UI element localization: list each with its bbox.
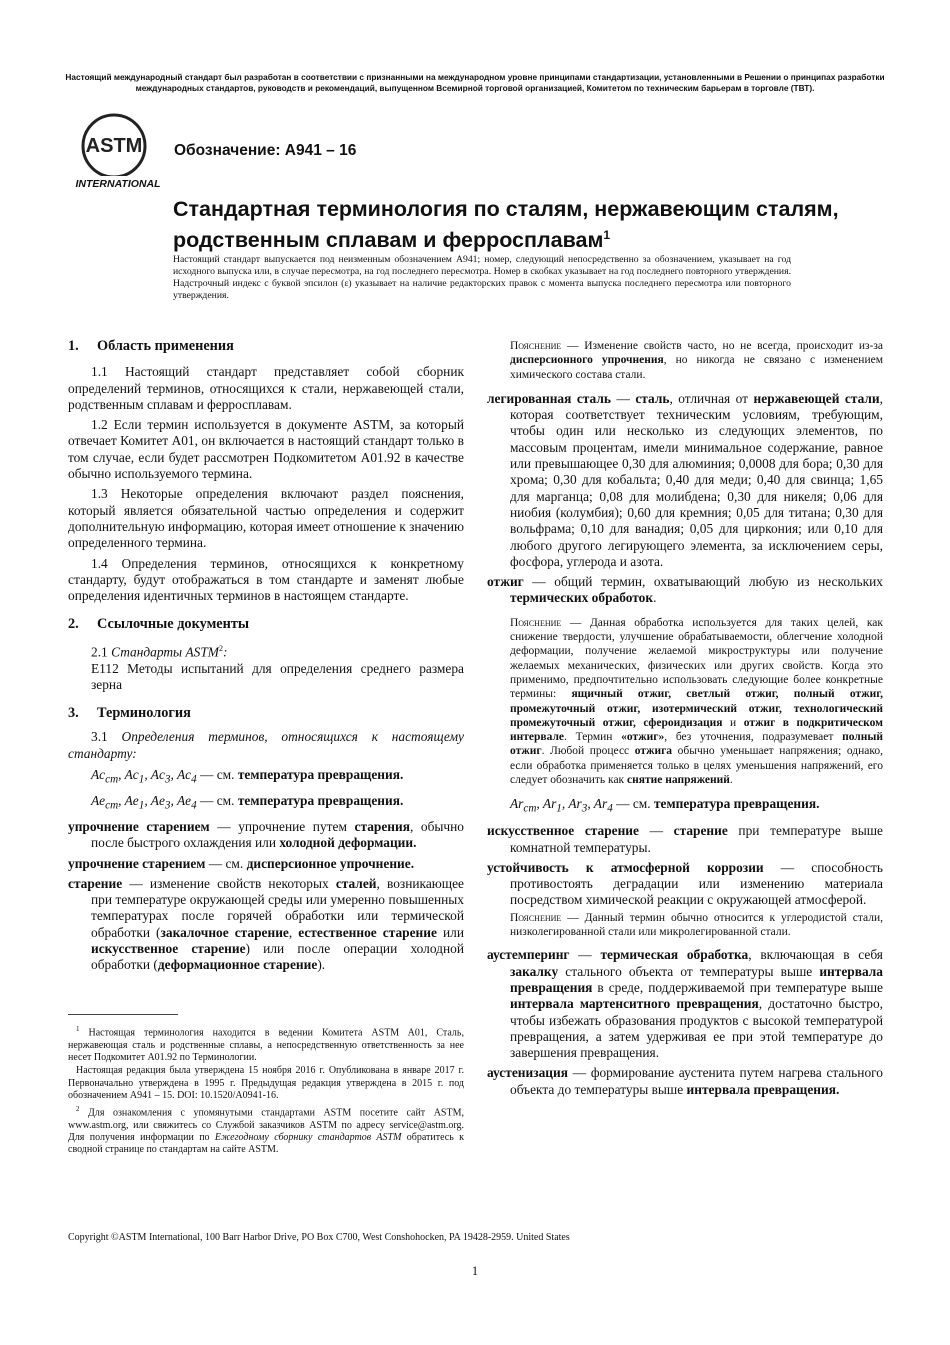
issuance-note: Настоящий стандарт выпускается под неизменным обозначением A941; номер, следующий непосредственно за обозначением, указывает на год исходного выпуска или, в случае пересмотра, на год последнего пересмотра. Номер в скобках указывает на год последнего повторного утверждения. Надстрочный индекс с буквой эпсилон (ε) указывает на наличие редакторских правок с момента выпуска последнего пересмотра или повторного утверждения. (173, 254, 791, 301)
copyright-notice-header: Настоящий международный стандарт был разработан в соответствии с признанными на международном уровне принципами стандартизации, установленными в Решении о принципах разработки международных стандартов, руководств и рекомендаций, выпущенном Всемирной торговой организацией, Комитетом по техническим барьерам в торговле (ТВТ). (65, 72, 885, 93)
reference-e112: E112 Методы испытаний для определения среднего размера зерна (91, 660, 464, 692)
note-annealing: Пояснение — Данная обработка используется для таких целей, как снижение твердости, улучшение обрабатываемости, облегчение холодной деформации, получение желаемой микроструктуры или получение желаемых механических, физических или других свойств. Когда это применимо, предпочтительно использовать следующие более конкретные термины: ящичный отжиг, светлый отжиг, полный отжиг, промежуточный отжиг, изотермический отжиг, технологический промежуточный отжиг, сфероидизация и отжиг в подкритическом интервале. Термин «отжиг», без уточнения, подразумевает полный отжиг. Любой процесс отжига обычно уменьшает напряжения; однако, если обработка применяется только в целях уменьшения напряжений, его следует обозначить как снятие напряжений. (510, 616, 883, 787)
left-column (68, 338, 464, 974)
term-aging: старение — изменение свойств некоторых сталей, возникающее при температуре окружающей среды или умеренно повышенных температурах после горячей обработки или термической обработки (закалочное старение, естественное старение или искусственное старение) или после операции холодной обработки (деформационное старение). (68, 875, 464, 973)
title-text: Стандартная терминология по сталям, нержавеющим сталям, родственным сплавам и ферросплавам (173, 197, 839, 253)
right-column (487, 339, 883, 1098)
para-1-3: 1.3 Некоторые определения включают раздел пояснения, который является обязательной частью определения и содержит дополнительную информацию, которая имеет отношение к значению определенного термина. (68, 486, 464, 551)
note-aging: Пояснение — Изменение свойств часто, но не всегда, происходит из-за дисперсионного упрочнения, но никогда не связано с изменением химического состава стали. (510, 340, 883, 381)
footnote-2: $^2$ Для ознакомления с упомянутыми стандартами ASTM посетите сайт ASTM, www.astm.org, или свяжитесь со Службой заказчиков ASTM по адресу service@astm.org. Для получения информации по Ежегодному сборнику стандартов ASTM обратитесь к сводной странице по стандартам на сайте ASTM. (68, 1105, 464, 1156)
page-number: 1 (471, 1264, 479, 1278)
logo-top-text: ASTM (85, 135, 143, 157)
term-age-hardening-see: упрочнение старением — см. дисперсионное упрочнение. (68, 855, 415, 871)
term-austenitizing: аустенизация — формирование аустенита путем нагрева стального объекта до температуры выше интервала превращения. (487, 1065, 883, 1097)
term-age-hardening: упрочнение старением — упрочнение путем старения, обычно после быстрого охлаждения или холодной деформации. (68, 818, 464, 851)
section-2-heading: 2. Ссылочные документы (68, 616, 250, 633)
footnote-rule (68, 1014, 178, 1015)
term-atmospheric-corrosion-resistance: устойчивость к атмосферной коррозии — способность противостоять деградации или изменению материала посредством химической реакции с окружающей атмосферой. (487, 859, 883, 908)
term-ar-symbols: $Ar_{cm}$, $Ar_1$, $Ar_3$, $Ar_4$ — см. температура превращения. (510, 796, 820, 815)
copyright-footer: Copyright ©ASTM International, 100 Barr Harbor Drive, PO Box C700, West Conshohocken, PA 19428-2959. United States (68, 1232, 570, 1243)
standard-designation: Обозначение: A941 – 16 (174, 142, 357, 159)
astm-logo (70, 112, 166, 192)
footnote-1b: Настоящая редакция была утверждена 15 ноября 2016 г. Опубликована в январе 2017 г. Первоначально утверждена в 1995 г. Предыдущая редакция утверждена в 2015 г. под обозначением A941 – 15. DOI: 10.1520/A0941-16. (68, 1065, 464, 1101)
term-alloy-steel: легированная сталь — сталь, отличная от нержавеющей стали, которая соответствует техническим условиям, требующим, чтобы один или несколько из следующих элементов, по массовым процентам, имели минимальное содержание, равное или превышающее 0,30 для алюминия; 0,0008 для бора; 0,30 для хрома; 0,30 для кобальта; 0,40 для меди; 0,40 для свинца; 1,65 для марганца; 0,08 для молибдена; 0,30 для никеля; 0,06 для ниобия (колумбия); 0,60 для кремния; 0,05 для титана; 0,30 для вольфрама; 0,10 для ванадия; 0,05 для циркония; или 0,10 для любого другого легирующего элемента, за исключением серы, фосфора, углерода и азота. (487, 390, 883, 569)
section-3-heading: 3. Терминология (68, 705, 191, 722)
para-1-4: 1.4 Определения терминов, относящихся к конкретному стандарту, будут отображаться в том стандарте и заменят любые определения идентичных терминов в настоящем стандарте. (68, 555, 464, 604)
astm-logo-graphic (70, 112, 166, 192)
logo-bottom-text: INTERNATIONAL (75, 178, 161, 190)
footnote-1: $^1$ Настоящая терминология находится в ведении Комитета ASTM A01, Сталь, нержавеющая сталь и родственные сплавы, а непосредственную ответственность за нее несет Подкомитет A01.92 по Терминологии. (68, 1025, 464, 1063)
title-footnote-mark: 1 (603, 228, 611, 242)
para-3-1: 3.1 Определения терминов, относящихся к настоящему стандарту: (68, 729, 464, 761)
footnotes (68, 1014, 464, 1158)
term-ac-symbols: $Ac_{cm}$, $Ac_1$, $Ac_3$, $Ac_4$ — см. температура превращения. (91, 767, 404, 786)
term-austempering: аустемперинг — термическая обработка, включающая в себя закалку стального объекта от температуры выше интервала превращения в среде, поддерживаемой при температуре выше интервала мартенситного превращения, достаточно быстро, чтобы избежать образования продуктов с высокой температурой превращения, а затем удерживая ее при этой температуре до завершения превращения. (487, 947, 883, 1061)
document-title (173, 196, 873, 253)
section-1-heading: 1. Область применения (68, 338, 234, 354)
para-1-1: 1.1 Настоящий стандарт представляет собой сборник определений терминов, относящихся к стали, нержавеющей стали, родственным сплавам и ферросплавам. (68, 364, 464, 412)
term-artificial-aging: искусственное старение — старение при температуре выше комнатной температуры. (487, 823, 883, 855)
term-ae-symbols: $Ae_{cm}$, $Ae_1$, $Ae_3$, $Ae_4$ — см. температура превращения. (91, 792, 404, 812)
term-annealing: отжиг — общий термин, охватывающий любую из нескольких термических обработок. (487, 574, 883, 606)
para-1-2: 1.2 Если термин используется в документе ASTM, за который отвечает Комитет A01, он включается в настоящий стандарт только в том случае, если будет рассмотрен Подкомитетом A01.92 в качестве обычно используемого термина. (68, 417, 464, 482)
note-atmospheric-corrosion: Пояснение — Данный термин обычно относится к углеродистой стали, низколегированной стали или микролегированной стали. (510, 911, 883, 939)
para-2-1: 2.1 Стандарты ASTM$^2$: (91, 643, 228, 660)
